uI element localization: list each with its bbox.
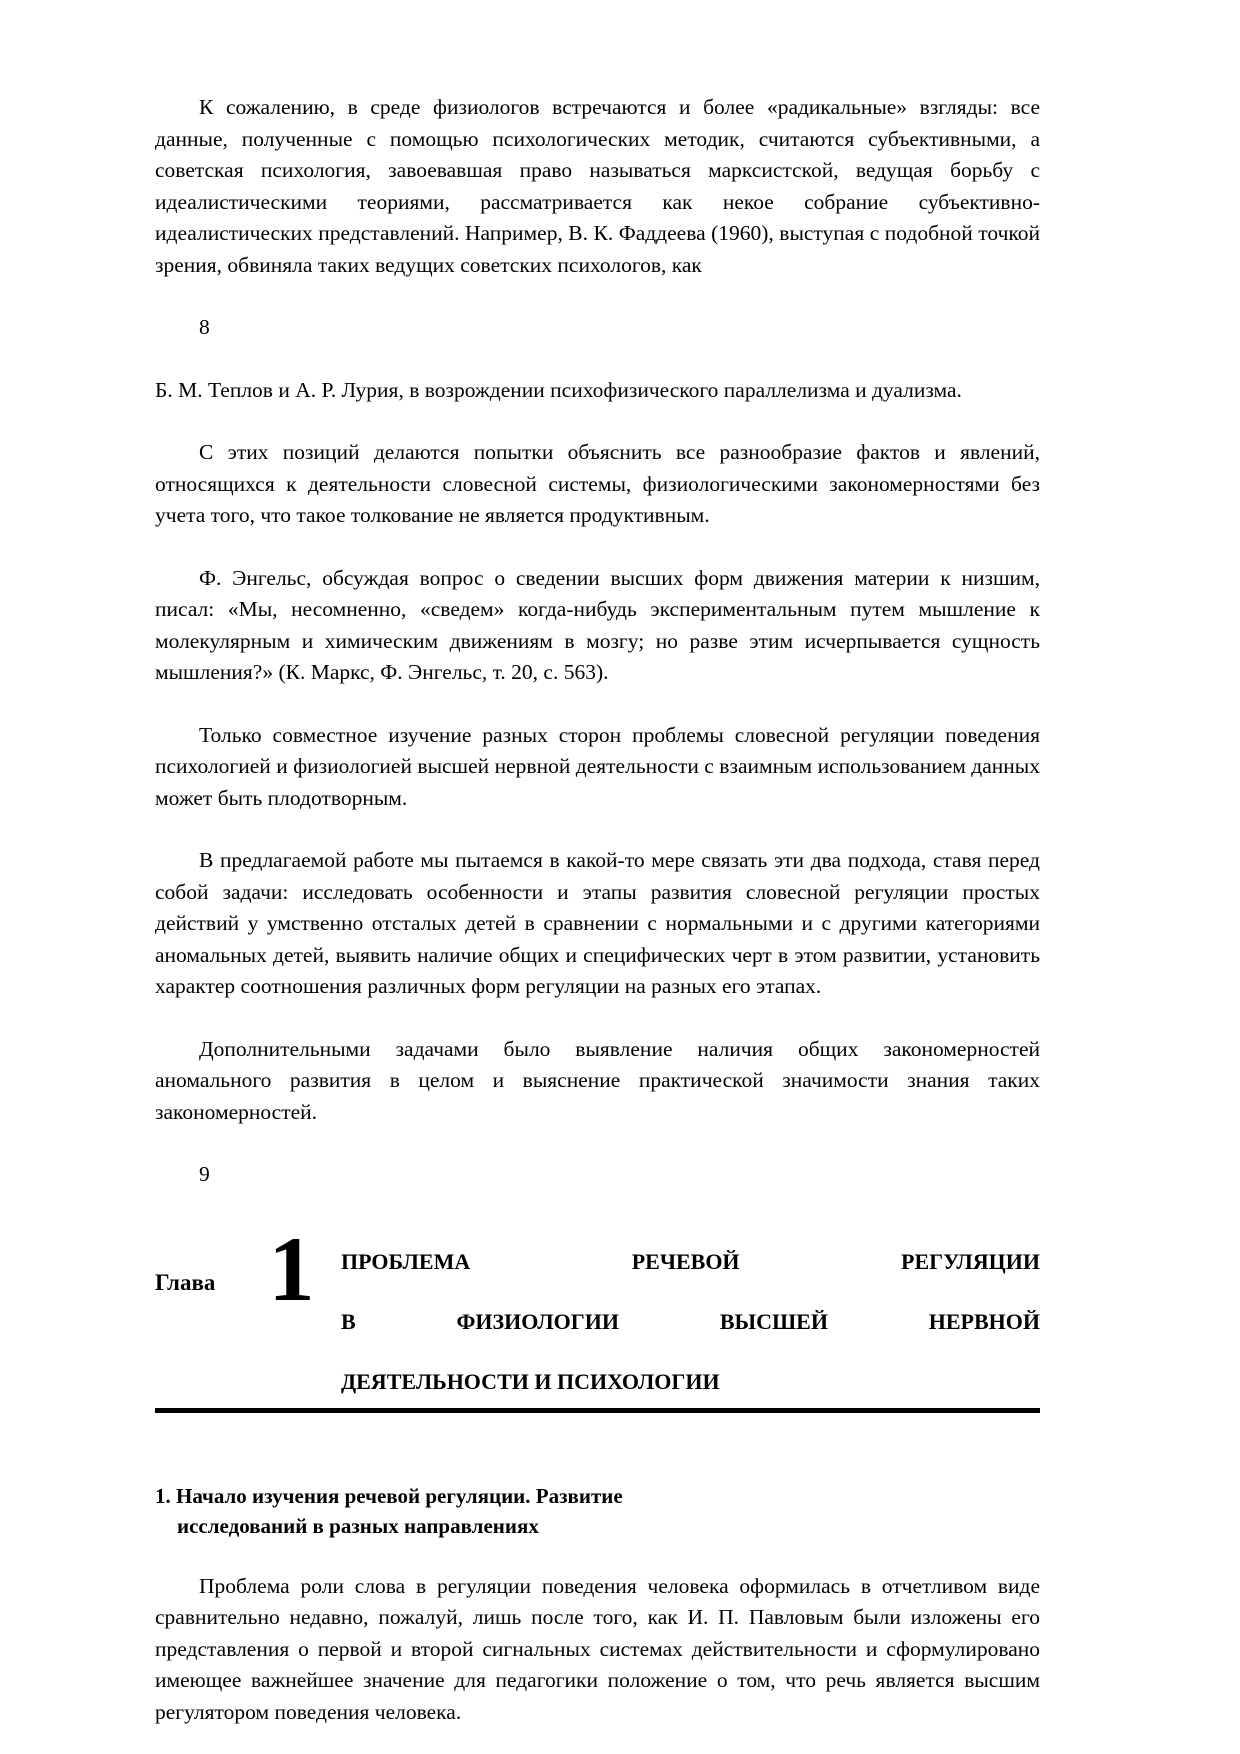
chapter-title-line-1: ПРОБЛЕМА РЕЧЕВОЙ РЕГУЛЯЦИИ [341,1248,1040,1274]
spacer [155,1003,1040,1034]
chapter-label: Глава [155,1269,216,1295]
section-heading-line-1: 1. Начало изучения речевой регуляции. Развитие [155,1483,623,1508]
section-heading [155,1481,1040,1541]
chapter-divider-rule [155,1408,1040,1413]
spacer [155,281,1040,312]
paragraph-3: С этих позиций делаются попытки объяснить все разнообразие фактов и явлений, относящихся к деятельности словесной системы, физиологическими закономерностями без учета того, что такое толкование не является продуктивным. [155,440,1040,527]
chapter-number: 1 [268,1217,314,1320]
chapter-title [341,1225,1040,1397]
spacer [155,689,1040,720]
chapter-heading [155,1217,1040,1397]
chapter-title-line-2: В ФИЗИОЛОГИИ ВЫСШЕЙ НЕРВНОЙ [341,1308,1040,1334]
section-heading-line-2: исследований в разных направлениях [177,1513,539,1538]
spacer [155,344,1040,375]
spacer [155,532,1040,563]
paragraph-1: К сожалению, в среде физиологов встречаются и более «радикальные» взгляды: все данные, полученные с помощью психологических методик, считаются субъективными, а советская психология, завоевавшая право называться марксистской, ведущая борьбу с идеалистическими теориями, рассматривается как некое собрание субъективно-идеалистических представлений. Например, В. К. Фаддеева (1960), выступая с подобной точкой зрения, обвиняла таких ведущих советских психологов, как [155,95,1040,277]
paragraph-8: Проблема роли слова в регуляции поведения человека оформилась в отчетливом виде сравнительно недавно, пожалуй, лишь после того, как И. П. Павловым были изложены его представления о первой и второй сигнальных системах действительности и сформулировано имеющее важнейшее значение для педагогики положение о том, что речь является высшим регулятором поведения человека. [155,1573,1040,1724]
paragraph-7: Дополнительными задачами было выявление наличия общих закономерностей аномального развития в целом и выяснение практической значимости знания таких закономерностей. [155,1036,1040,1124]
paragraph-5: Только совместное изучение разных сторон проблемы словесной регуляции поведения психологией и физиологией высшей нервной деятельности с взаимным использованием данных может быть плодотворным. [155,722,1040,810]
paragraph-2: Б. М. Теплов и А. Р. Лурия, в возрождении психофизического параллелизма и дуализма. [155,377,962,402]
spacer [155,406,1040,437]
chapter-title-line-3: ДЕЯТЕЛЬНОСТИ И ПСИХОЛОГИИ [341,1368,720,1394]
spacer [155,1541,1040,1571]
page-content [155,92,1040,1728]
paragraph-4: Ф. Энгельс, обсуждая вопрос о сведении высших форм движения материи к низшим, писал: «Мы, несомненно, «сведем» когда-нибудь экспериментальным путем мышление к молекулярным и химическим движениям в мозгу; но разве этим исчерпывается сущность мышления?» (К. Маркс, Ф. Энгельс, т. 20, с. 563). [155,565,1040,684]
folio-page-8: 8 [199,315,210,339]
folio-page-9: 9 [199,1162,210,1186]
spacer [155,1128,1040,1159]
spacer [155,814,1040,845]
paragraph-6: В предлагаемой работе мы пытаемся в какой-то мере связать эти два подхода, ставя перед собой задачи: исследовать особенности и этапы развития словесной регуляции простых действий у умственно отсталых детей в сравнении с нормальными и с другими категориями аномальных детей, выявить наличие общих и специфических черт в этом развитии, установить характер соотношения различных форм регуляции на разных его этапах. [155,848,1040,998]
